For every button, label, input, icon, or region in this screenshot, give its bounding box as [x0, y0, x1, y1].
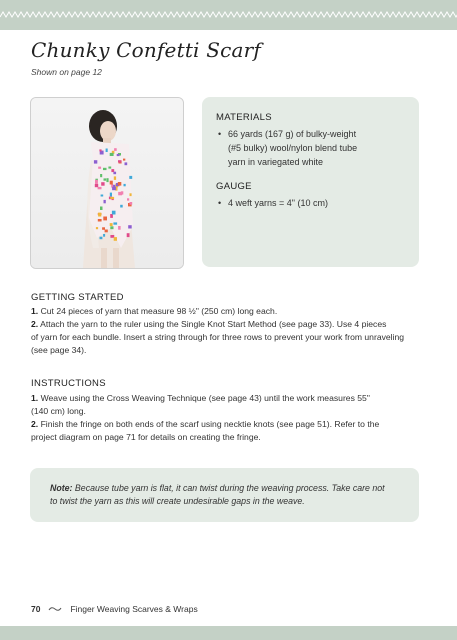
confetti-dot	[125, 162, 128, 165]
confetti-dot	[110, 226, 113, 229]
getting-started-step-1: 1. Cut 24 pieces of yarn that measure 98 ½" (250 cm) long each.	[31, 306, 278, 316]
confetti-dot	[121, 191, 124, 194]
confetti-dot	[118, 160, 121, 162]
confetti-dot	[130, 193, 132, 196]
confetti-dot	[120, 205, 123, 208]
instructions-heading: INSTRUCTIONS	[31, 378, 106, 389]
confetti-dot	[113, 222, 117, 224]
gauge-item: • 4 weft yarns = 4" (10 cm)	[216, 196, 328, 210]
confetti-dot	[96, 227, 98, 229]
page-number: 70	[31, 604, 41, 614]
confetti-dot	[110, 223, 113, 226]
page-footer	[31, 604, 198, 614]
note-text: Note: Because tube yarn is flat, it can twist during the weaving process. Take care not to twist the yarn as this will create undesirable gaps in the weave.	[50, 483, 385, 506]
confetti-dot	[102, 227, 105, 230]
confetti-dot	[118, 226, 121, 230]
confetti-dot	[103, 234, 105, 237]
confetti-dot	[101, 195, 104, 197]
top-decorative-band	[0, 0, 457, 30]
confetti-dot	[100, 174, 102, 177]
confetti-dot	[128, 225, 132, 228]
confetti-dot	[103, 217, 107, 221]
confetti-dot	[114, 237, 117, 241]
note-box	[30, 468, 419, 522]
getting-started-heading: GETTING STARTED	[31, 292, 124, 303]
confetti-dot	[113, 172, 116, 175]
confetti-dot	[114, 148, 117, 151]
confetti-dot	[127, 233, 130, 237]
confetti-dot	[95, 180, 98, 184]
confetti-dot	[98, 219, 102, 222]
confetti-dot	[98, 213, 101, 217]
confetti-dot	[110, 181, 113, 185]
confetti-dot	[130, 202, 133, 205]
confetti-dot	[103, 168, 107, 170]
confetti-dot	[98, 167, 101, 169]
confetti-dot	[110, 197, 114, 199]
confetti-dot	[104, 200, 106, 203]
confetti-dot	[127, 198, 129, 200]
confetti-dot	[112, 187, 116, 190]
confetti-dot	[110, 153, 114, 156]
materials-heading: MATERIALS	[216, 112, 272, 123]
confetti-dot	[114, 176, 116, 180]
page-title: Chunky Confetti Scarf	[31, 38, 262, 62]
confetti-dot	[110, 193, 112, 197]
confetti-dot	[100, 237, 103, 240]
confetti-dot	[94, 160, 97, 163]
confetti-dot	[105, 230, 108, 233]
instructions-step-1: 1. Weave using the Cross Weaving Technique (see page 43) until the work measures 55" (140 cm) long.	[31, 393, 370, 416]
confetti-dot	[101, 182, 104, 186]
confetti-dot	[104, 178, 107, 180]
confetti-dot	[117, 154, 120, 156]
confetti-dot	[98, 187, 102, 189]
confetti-dot	[110, 235, 114, 238]
gauge-heading: GAUGE	[216, 181, 252, 192]
scarf-photo	[30, 97, 184, 269]
confetti-dot	[99, 149, 101, 151]
confetti-dot	[112, 211, 116, 215]
gauge-list	[216, 196, 328, 210]
page-subtitle: Shown on page 12	[31, 67, 102, 77]
materials-item: • 66 yards (167 g) of bulky-weight (#5 bulky) wool/nylon blend tube yarn in variegated white	[216, 127, 357, 169]
confetti-dot	[124, 184, 126, 186]
confetti-dot	[118, 182, 122, 186]
zigzag-pattern	[0, 11, 457, 19]
book-title: Finger Weaving Scarves & Wraps	[70, 604, 198, 614]
confetti-dot	[123, 159, 125, 161]
confetti-dot	[106, 178, 108, 182]
materials-box	[202, 97, 419, 267]
confetti-dot	[106, 149, 108, 153]
squiggle-ornament-icon	[48, 606, 62, 612]
bottom-decorative-band	[0, 626, 457, 640]
confetti-dot	[108, 167, 111, 169]
confetti-dot	[129, 176, 132, 179]
instructions-step-2: 2. Finish the fringe on both ends of the scarf using necktie knots (see page 51). Refer to the project diagram on page 71 for details on creating the fringe.	[31, 419, 380, 442]
confetti-dot	[110, 214, 113, 218]
materials-list	[216, 127, 357, 169]
confetti-dot	[111, 169, 114, 172]
confetti-dot	[100, 207, 103, 211]
confetti-dot	[95, 184, 98, 187]
getting-started-step-2: 2. Attach the yarn to the ruler using the Single Knot Start Method (see page 33). Use 4 pieces of yarn for each bundle. Insert a string through for three rows to prevent your work from unraveling (see page 34).	[31, 319, 405, 355]
